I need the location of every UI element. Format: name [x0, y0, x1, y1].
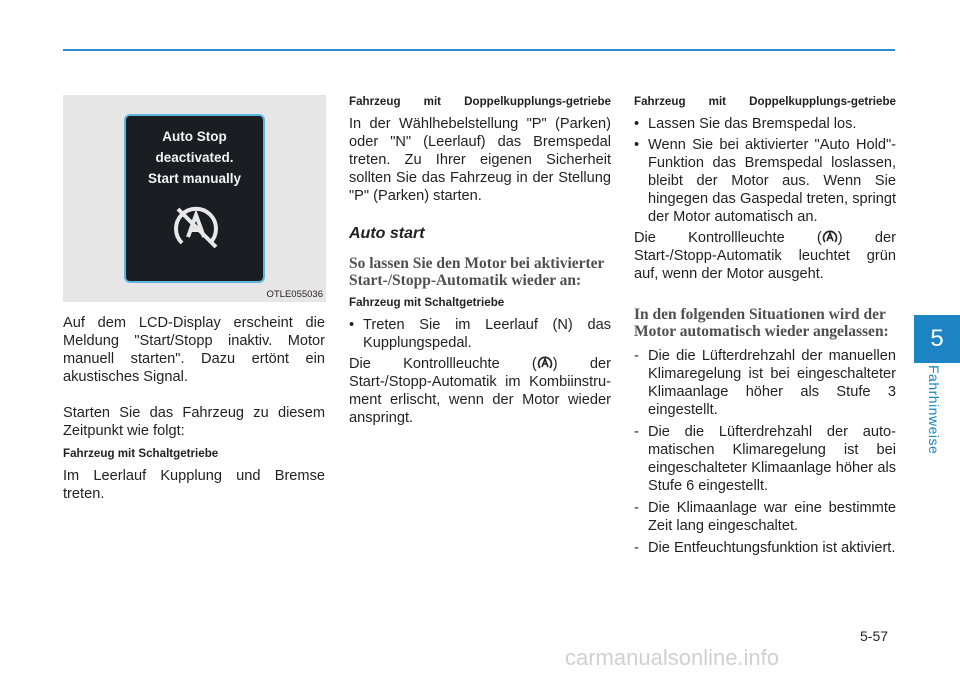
section-heading: Auto start	[349, 225, 425, 242]
list-item: - Die die Lüfterdrehzahl der auto-matischen Klimaregelung ist bei eingeschalteter Klimaanlage höher als Stufe 6 eingestellt.	[634, 423, 896, 495]
subheading: Fahrzeug mit Doppelkupplungs-getriebe	[349, 95, 611, 108]
chapter-tab	[914, 315, 960, 363]
list-item: - Die Klimaanlage war eine bestimmte Zeit lang eingeschaltet.	[634, 499, 896, 535]
lcd-line: deactivated.	[155, 150, 234, 165]
paragraph: Auf dem LCD-Display erscheint die Meldung "Start/Stopp inaktiv. Motor manuell starten". Dazu ertönt ein akustisches Signal.	[63, 315, 325, 385]
subheading: Fahrzeug mit Doppelkupplungs-getriebe	[634, 95, 896, 108]
text: Die Kontrollleuchte (	[349, 356, 537, 372]
lcd-line: Start manually	[147, 171, 242, 186]
lcd-line: Auto Stop	[162, 129, 227, 144]
auto-stop-indicator-icon	[822, 230, 838, 244]
auto-stop-indicator-icon	[537, 356, 553, 370]
watermark: carmanualsonline.info	[565, 645, 780, 670]
list-item: • Treten Sie im Leerlauf (N) das Kupplungspedal.	[349, 316, 611, 352]
text: Die Kontrollleuchte (	[634, 230, 822, 246]
bullet-list	[634, 115, 896, 226]
text: ) der Start-/Stopp-Automatik im Kombiinstru-ment erlischt, wenn der Motor wieder anspringt.	[349, 356, 611, 426]
paragraph: Starten Sie das Fahrzeug zu diesem Zeitpunkt wie folgt:	[63, 405, 325, 439]
auto-stop-off-icon	[168, 199, 224, 255]
subheading: Fahrzeug mit Schaltgetriebe	[63, 447, 219, 460]
list-item: • Lassen Sie das Bremspedal los.	[634, 115, 896, 133]
page-number: 5-57	[860, 628, 889, 644]
lcd-display	[124, 114, 265, 283]
list-item: - Die Entfeuchtungsfunktion ist aktiviert.	[634, 539, 896, 557]
column-1	[63, 95, 325, 503]
dash-list	[634, 347, 896, 557]
paragraph: In der Wählhebelstellung "P" (Parken) oder "N" (Leerlauf) das Bremspedal treten. Zu Ihrer eigenen Sicherheit sollten Sie das Fahrzeug in der Stellung "P" (Parken) starten.	[349, 116, 611, 204]
paragraph	[634, 229, 896, 283]
text: ) der Start-/Stopp-Automatik leuchtet grün auf, wenn der Motor ausgeht.	[634, 230, 896, 282]
serif-heading: In den folgenden Situationen wird der Motor automatisch wieder angelassen:	[634, 306, 889, 340]
column-3	[634, 95, 896, 561]
serif-heading: So lassen Sie den Motor bei aktivierter Start-/Stopp-Automatik wieder an:	[349, 255, 605, 289]
bullet-list	[349, 316, 611, 352]
list-item: • Wenn Sie bei aktivierter "Auto Hold"-Funktion das Bremspedal loslassen, bleibt der Motor aus. Wenn Sie hingegen das Gaspedal treten, springt der Motor automatisch an.	[634, 136, 896, 226]
column-2	[349, 95, 611, 427]
figure-code: OTLE055036	[266, 289, 323, 300]
chapter-number: 5	[930, 325, 944, 352]
chapter-label: Fahrhinweise	[926, 365, 942, 455]
top-rule	[63, 49, 895, 51]
lcd-message	[126, 126, 263, 189]
list-item: - Die die Lüfterdrehzahl der manuellen Klimaregelung ist bei eingeschalteter Klimaanlage höher als Stufe 3 eingestellt.	[634, 347, 896, 419]
paragraph: Im Leerlauf Kupplung und Bremse treten.	[63, 468, 325, 502]
figure	[63, 95, 326, 302]
paragraph	[349, 355, 611, 427]
subheading: Fahrzeug mit Schaltgetriebe	[349, 296, 505, 309]
